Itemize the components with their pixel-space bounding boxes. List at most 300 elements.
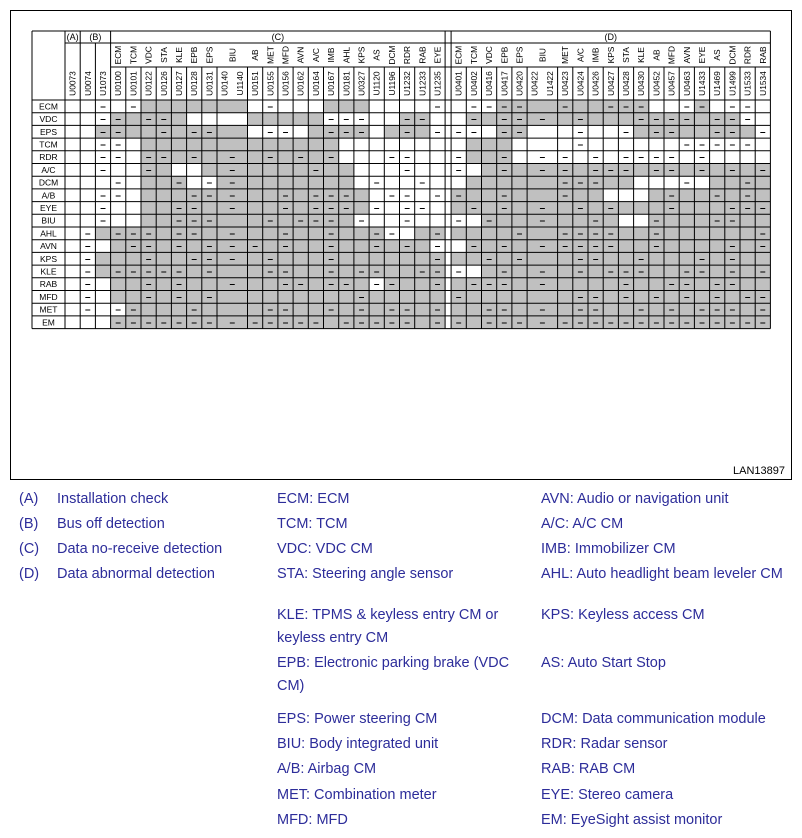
shaded-cell bbox=[512, 240, 527, 253]
shaded-cell bbox=[217, 100, 248, 113]
dash-mark: – bbox=[313, 164, 319, 176]
shaded-cell bbox=[369, 252, 384, 265]
dash-mark: – bbox=[668, 126, 675, 138]
dash-mark: – bbox=[282, 279, 289, 291]
dash-mark: – bbox=[404, 164, 410, 176]
dash-mark: – bbox=[434, 101, 441, 113]
legend-abbrev: MFD: MFD bbox=[277, 812, 348, 828]
dash-mark: – bbox=[729, 304, 736, 316]
dash-mark: – bbox=[577, 304, 584, 316]
dash-mark: – bbox=[85, 304, 91, 316]
shaded-cell bbox=[248, 252, 263, 265]
unit-label: STA bbox=[158, 47, 169, 63]
shaded-cell bbox=[482, 202, 497, 215]
dash-mark: – bbox=[100, 164, 106, 176]
unit-label: VDC bbox=[143, 46, 154, 64]
dash-mark: – bbox=[229, 190, 236, 202]
dash-mark: – bbox=[282, 202, 289, 214]
dash-mark: – bbox=[684, 139, 690, 151]
unit-label: EYE bbox=[697, 46, 707, 64]
unit-label: MFD bbox=[280, 45, 291, 65]
shaded-cell bbox=[217, 265, 248, 278]
legend-abbrev: RAB: RAB CM bbox=[541, 761, 636, 777]
code-label: U0151 bbox=[250, 71, 261, 96]
dash-mark: – bbox=[577, 202, 584, 214]
group-label-a: (A) bbox=[66, 32, 79, 42]
dash-mark: – bbox=[206, 215, 213, 227]
dash-mark: – bbox=[404, 190, 410, 202]
shaded-cell bbox=[156, 303, 171, 316]
shaded-cell bbox=[400, 278, 415, 291]
shaded-cell bbox=[527, 291, 558, 304]
shaded-cell bbox=[679, 189, 694, 202]
shaded-cell bbox=[497, 227, 512, 240]
shaded-cell bbox=[725, 227, 740, 240]
shaded-cell bbox=[217, 303, 248, 316]
unit-label: TCM bbox=[468, 45, 479, 65]
shaded-cell bbox=[156, 138, 171, 151]
shaded-cell bbox=[603, 291, 618, 304]
dash-mark: – bbox=[539, 304, 546, 316]
shaded-cell bbox=[202, 138, 217, 151]
dash-mark: – bbox=[539, 164, 546, 176]
dash-mark: – bbox=[516, 317, 523, 329]
dash-mark: – bbox=[562, 164, 568, 176]
code-label: U0101 bbox=[128, 71, 139, 96]
legend-text: Installation check bbox=[57, 491, 169, 507]
shaded-cell bbox=[339, 265, 354, 278]
shaded-cell bbox=[278, 164, 293, 177]
dash-mark: – bbox=[623, 152, 629, 164]
shaded-cell bbox=[618, 240, 633, 253]
shaded-cell bbox=[634, 202, 649, 215]
shaded-cell bbox=[527, 252, 558, 265]
shaded-cell bbox=[694, 227, 709, 240]
shaded-cell bbox=[664, 265, 679, 278]
shaded-cell bbox=[248, 151, 263, 164]
dash-mark: – bbox=[85, 228, 91, 240]
code-label: U0402 bbox=[468, 71, 479, 96]
dash-mark: – bbox=[729, 253, 736, 265]
code-label: U0162 bbox=[295, 71, 306, 96]
row-label: BIU bbox=[41, 215, 56, 226]
shaded-cell bbox=[694, 202, 709, 215]
unit-label: IMB bbox=[590, 47, 601, 63]
legend-key: (B) bbox=[19, 516, 39, 532]
shaded-cell bbox=[354, 278, 369, 291]
dash-mark: – bbox=[328, 279, 334, 291]
shaded-cell bbox=[664, 227, 679, 240]
shaded-cell bbox=[618, 202, 633, 215]
dash-mark: – bbox=[85, 253, 91, 265]
dash-mark: – bbox=[471, 114, 477, 126]
shaded-cell bbox=[339, 164, 354, 177]
shaded-cell bbox=[384, 265, 399, 278]
shaded-cell bbox=[725, 176, 740, 189]
dash-mark: – bbox=[760, 126, 766, 138]
code-label: U0420 bbox=[514, 71, 525, 96]
shaded-cell bbox=[217, 138, 248, 151]
shaded-cell bbox=[339, 303, 354, 316]
row-label: MFD bbox=[39, 291, 58, 302]
dash-mark: – bbox=[115, 190, 121, 202]
dash-mark: – bbox=[608, 164, 614, 176]
dash-mark: – bbox=[145, 114, 152, 126]
dash-mark: – bbox=[267, 253, 274, 265]
legend-key: (D) bbox=[19, 566, 40, 582]
dash-mark: – bbox=[373, 317, 380, 329]
unit-label: EPS bbox=[204, 46, 215, 64]
shaded-cell bbox=[156, 291, 171, 304]
dash-mark: – bbox=[760, 241, 766, 253]
dash-mark: – bbox=[282, 304, 289, 316]
shaded-cell bbox=[400, 252, 415, 265]
shaded-cell bbox=[482, 151, 497, 164]
dash-mark: – bbox=[668, 152, 675, 164]
row-label: DCM bbox=[38, 177, 59, 188]
dash-mark: – bbox=[176, 317, 182, 329]
unit-label: IMB bbox=[326, 47, 337, 63]
row-label: RAB bbox=[39, 279, 58, 290]
shaded-cell bbox=[156, 278, 171, 291]
code-label: U0401 bbox=[453, 71, 464, 96]
shaded-cell bbox=[740, 227, 755, 240]
unit-label: MET bbox=[265, 46, 276, 64]
shaded-cell bbox=[451, 202, 466, 215]
shaded-cell bbox=[466, 252, 481, 265]
shaded-cell bbox=[111, 278, 126, 291]
shaded-cell bbox=[384, 252, 399, 265]
dash-mark: – bbox=[729, 266, 736, 278]
dash-mark: – bbox=[699, 164, 705, 176]
legend-item-c bbox=[19, 538, 259, 561]
dash-mark: – bbox=[389, 304, 395, 316]
shaded-cell bbox=[482, 265, 497, 278]
dash-mark: – bbox=[501, 304, 508, 316]
dash-mark: – bbox=[419, 202, 426, 214]
shaded-cell bbox=[664, 214, 679, 227]
dash-mark: – bbox=[744, 139, 751, 151]
dash-mark: – bbox=[176, 215, 182, 227]
dash-mark: – bbox=[638, 317, 644, 329]
dash-mark: – bbox=[668, 114, 675, 126]
shaded-cell bbox=[171, 100, 186, 113]
dash-mark: – bbox=[176, 177, 182, 189]
shaded-cell bbox=[694, 278, 709, 291]
dash-mark: – bbox=[699, 304, 705, 316]
shaded-cell bbox=[694, 240, 709, 253]
shaded-cell bbox=[324, 291, 339, 304]
dash-mark: – bbox=[608, 317, 614, 329]
dash-mark: – bbox=[760, 291, 766, 303]
dash-mark: – bbox=[404, 317, 410, 329]
shaded-cell bbox=[634, 125, 649, 138]
shaded-cell bbox=[308, 240, 323, 253]
shaded-cell bbox=[740, 125, 755, 138]
unit-label: DCM bbox=[386, 45, 397, 65]
dash-mark: – bbox=[760, 164, 766, 176]
dash-mark: – bbox=[419, 177, 426, 189]
dash-mark: – bbox=[653, 317, 660, 329]
code-label: U0100 bbox=[113, 71, 124, 96]
dash-mark: – bbox=[373, 241, 380, 253]
code-label: U0424 bbox=[575, 71, 586, 96]
shaded-cell bbox=[263, 176, 278, 189]
shaded-cell bbox=[308, 278, 323, 291]
shaded-cell bbox=[308, 176, 323, 189]
unit-label: AB bbox=[651, 49, 662, 61]
dash-mark: – bbox=[358, 114, 365, 126]
shaded-cell bbox=[293, 202, 308, 215]
shaded-cell bbox=[400, 265, 415, 278]
unit-label: EPB bbox=[499, 46, 510, 64]
shaded-cell bbox=[740, 164, 755, 177]
dash-mark: – bbox=[714, 126, 720, 138]
dash-mark: – bbox=[592, 253, 599, 265]
unit-label: KLE bbox=[174, 47, 184, 63]
dash-mark: – bbox=[668, 304, 675, 316]
dash-mark: – bbox=[313, 202, 319, 214]
legend-abbrev: A/B: Airbag CM bbox=[277, 761, 377, 777]
shaded-cell bbox=[248, 291, 263, 304]
shaded-cell bbox=[202, 303, 217, 316]
shaded-cell bbox=[187, 100, 202, 113]
unit-label: KPS bbox=[605, 46, 616, 64]
code-label: U0164 bbox=[310, 71, 321, 96]
dash-mark: – bbox=[653, 164, 660, 176]
dash-mark: – bbox=[562, 317, 568, 329]
dash-mark: – bbox=[455, 215, 462, 227]
row-label: ECM bbox=[39, 101, 58, 112]
dash-mark: – bbox=[699, 152, 705, 164]
shaded-cell bbox=[171, 151, 186, 164]
dash-mark: – bbox=[577, 266, 584, 278]
dash-mark: – bbox=[744, 317, 751, 329]
shaded-cell bbox=[634, 291, 649, 304]
code-label: U0428 bbox=[621, 71, 631, 96]
shaded-cell bbox=[95, 252, 110, 265]
shaded-cell bbox=[451, 227, 466, 240]
dash-mark: – bbox=[501, 202, 508, 214]
dash-mark: – bbox=[714, 190, 720, 202]
shaded-cell bbox=[308, 138, 323, 151]
shaded-cell bbox=[308, 265, 323, 278]
dash-mark: – bbox=[592, 228, 599, 240]
dash-mark: – bbox=[229, 177, 236, 189]
shaded-cell bbox=[679, 252, 694, 265]
shaded-cell bbox=[324, 176, 339, 189]
legend-abbrev: BIU: Body integrated unit bbox=[277, 736, 439, 752]
shaded-cell bbox=[171, 303, 186, 316]
shaded-cell bbox=[649, 278, 664, 291]
dash-mark: – bbox=[501, 279, 508, 291]
dash-mark: – bbox=[516, 126, 523, 138]
dash-mark: – bbox=[486, 304, 492, 316]
shaded-cell bbox=[740, 240, 755, 253]
shaded-cell bbox=[558, 303, 573, 316]
shaded-cell bbox=[710, 265, 725, 278]
shaded-cell bbox=[293, 164, 308, 177]
dash-mark: – bbox=[729, 317, 736, 329]
shaded-cell bbox=[95, 265, 110, 278]
dash-mark: – bbox=[471, 279, 477, 291]
unit-label: MET bbox=[560, 46, 571, 64]
code-label: U0128 bbox=[189, 71, 200, 96]
dash-mark: – bbox=[328, 114, 334, 126]
unit-label: AS bbox=[371, 49, 382, 61]
shaded-cell bbox=[710, 252, 725, 265]
dash-mark: – bbox=[653, 241, 660, 253]
legend-text: Bus off detection bbox=[57, 516, 165, 532]
shaded-cell bbox=[588, 278, 603, 291]
dash-mark: – bbox=[577, 228, 584, 240]
shaded-cell bbox=[308, 227, 323, 240]
dash-mark: – bbox=[486, 317, 492, 329]
shaded-cell bbox=[202, 151, 217, 164]
dash-mark: – bbox=[115, 266, 121, 278]
dash-mark: – bbox=[577, 253, 584, 265]
dash-mark: – bbox=[623, 101, 629, 113]
shaded-cell bbox=[573, 164, 588, 177]
dash-mark: – bbox=[404, 152, 410, 164]
row-label: KPS bbox=[39, 253, 58, 264]
code-label: U1422 bbox=[544, 71, 555, 96]
shaded-cell bbox=[293, 113, 308, 126]
dash-mark: – bbox=[343, 126, 350, 138]
row-label: AVN bbox=[40, 241, 57, 252]
code-label: U1196 bbox=[386, 71, 397, 96]
dash-mark: – bbox=[577, 139, 584, 151]
shaded-cell bbox=[558, 265, 573, 278]
shaded-cell bbox=[618, 303, 633, 316]
unit-label: ECM bbox=[113, 45, 124, 65]
dash-mark: – bbox=[115, 304, 121, 316]
shaded-cell bbox=[415, 316, 430, 329]
shaded-cell bbox=[354, 240, 369, 253]
dash-mark: – bbox=[358, 317, 365, 329]
dash-mark: – bbox=[419, 266, 426, 278]
dash-mark: – bbox=[161, 126, 167, 138]
shaded-cell bbox=[710, 227, 725, 240]
shaded-cell bbox=[466, 227, 481, 240]
shaded-cell bbox=[755, 214, 770, 227]
shaded-cell bbox=[740, 214, 755, 227]
dash-mark: – bbox=[760, 202, 766, 214]
dash-mark: – bbox=[684, 266, 690, 278]
dash-mark: – bbox=[328, 215, 334, 227]
dash-mark: – bbox=[501, 152, 508, 164]
dash-mark: – bbox=[760, 317, 766, 329]
dash-mark: – bbox=[404, 241, 410, 253]
shaded-cell bbox=[512, 176, 527, 189]
shaded-cell bbox=[664, 240, 679, 253]
shaded-cell bbox=[171, 189, 186, 202]
dash-mark: – bbox=[714, 291, 720, 303]
shaded-cell bbox=[141, 202, 156, 215]
code-label: U1073 bbox=[98, 71, 108, 96]
dash-mark: – bbox=[252, 241, 258, 253]
legend-abbrev: KLE: TPMS & keyless entry CM or keyless entry CM bbox=[277, 607, 499, 646]
row-label: AHL bbox=[40, 228, 57, 239]
row-label: EM bbox=[42, 317, 55, 328]
dash-mark: – bbox=[328, 202, 334, 214]
shaded-cell bbox=[740, 303, 755, 316]
row-label: EPS bbox=[39, 126, 58, 137]
dash-mark: – bbox=[343, 202, 350, 214]
shaded-cell bbox=[497, 291, 512, 304]
code-label: U0073 bbox=[67, 71, 78, 96]
dash-mark: – bbox=[282, 317, 289, 329]
shaded-cell bbox=[740, 265, 755, 278]
shaded-cell bbox=[466, 138, 481, 151]
dash-mark: – bbox=[699, 139, 705, 151]
shaded-cell bbox=[339, 100, 354, 113]
unit-label: AVN bbox=[295, 46, 306, 64]
row-label: RDR bbox=[39, 152, 58, 163]
shaded-cell bbox=[710, 202, 725, 215]
shaded-cell bbox=[603, 303, 618, 316]
shaded-cell bbox=[451, 252, 466, 265]
unit-label: BIU bbox=[227, 48, 238, 62]
code-label: U1533 bbox=[742, 71, 753, 96]
dash-mark: – bbox=[145, 291, 152, 303]
dash-mark: – bbox=[684, 101, 690, 113]
shaded-cell bbox=[111, 252, 126, 265]
dash-mark: – bbox=[434, 126, 441, 138]
dash-mark: – bbox=[85, 291, 91, 303]
dash-mark: – bbox=[434, 190, 441, 202]
shaded-cell bbox=[324, 138, 339, 151]
dash-mark: – bbox=[471, 202, 477, 214]
shaded-cell bbox=[171, 125, 186, 138]
dash-mark: – bbox=[297, 317, 304, 329]
dash-mark: – bbox=[562, 190, 568, 202]
legend-abbrev: RDR: Radar sensor bbox=[541, 736, 668, 752]
unit-label: AVN bbox=[681, 46, 692, 64]
code-label: U0126 bbox=[158, 71, 169, 96]
dash-mark: – bbox=[562, 101, 568, 113]
row-label: KLE bbox=[40, 266, 57, 277]
dash-mark: – bbox=[267, 215, 274, 227]
matrix-figure bbox=[10, 10, 792, 480]
dash-mark: – bbox=[623, 279, 629, 291]
shaded-cell bbox=[415, 278, 430, 291]
shaded-cell bbox=[248, 176, 263, 189]
legend-abbrev: EYE: Stereo camera bbox=[541, 787, 674, 803]
shaded-cell bbox=[558, 113, 573, 126]
dash-mark: – bbox=[343, 114, 350, 126]
dash-mark: – bbox=[130, 241, 137, 253]
dash-mark: – bbox=[592, 241, 599, 253]
dash-mark: – bbox=[592, 152, 599, 164]
code-label: U1232 bbox=[402, 71, 413, 96]
dash-mark: – bbox=[714, 304, 720, 316]
dash-mark: – bbox=[486, 215, 492, 227]
code-label: U1233 bbox=[417, 71, 428, 96]
dash-mark: – bbox=[176, 228, 182, 240]
dash-mark: – bbox=[539, 202, 546, 214]
dash-mark: – bbox=[115, 317, 121, 329]
shaded-cell bbox=[293, 138, 308, 151]
legend-abbrev: DCM: Data communication module bbox=[541, 711, 766, 727]
dash-mark: – bbox=[206, 253, 213, 265]
shaded-cell bbox=[111, 291, 126, 304]
shaded-cell bbox=[649, 189, 664, 202]
legend-abbrev: ECM: ECM bbox=[277, 491, 350, 507]
dash-mark: – bbox=[623, 317, 629, 329]
shaded-cell bbox=[482, 227, 497, 240]
shaded-cell bbox=[293, 252, 308, 265]
